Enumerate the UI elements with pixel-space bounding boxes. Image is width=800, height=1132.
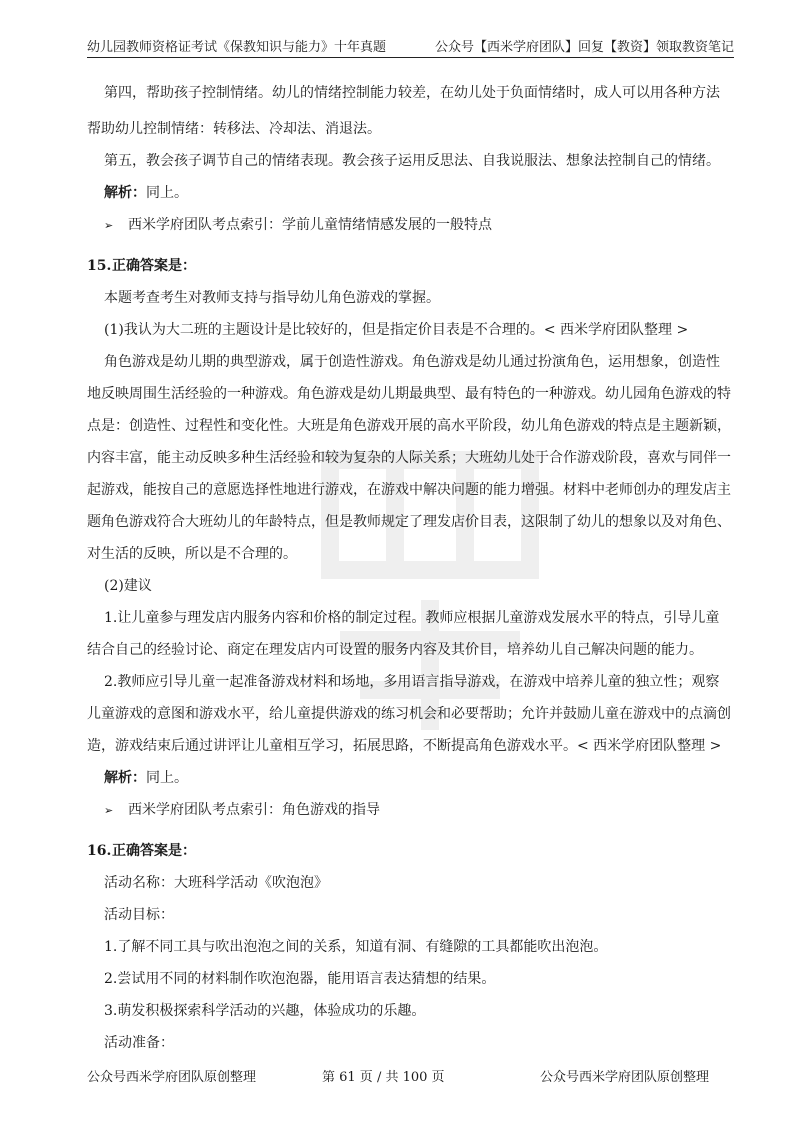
header-promo: 公众号【西米学府团队】回复【教资】领取教资笔记: [434, 40, 734, 55]
analysis-line: [104, 182, 188, 202]
paragraph-line: 第四，帮助孩子控制情绪。幼儿的情绪控制能力较差，在幼儿处于负面情绪时，成人可以用各种方法: [104, 85, 720, 101]
index-line: [104, 214, 492, 234]
index-line: [104, 799, 380, 819]
paragraph-line: 1.让儿童参与理发店内服务内容和价格的制定过程。教师应根据儿童游戏发展水平的特点，引导儿童: [104, 610, 720, 626]
paragraph-line: 结合自己的经验讨论、商定在理发店内可设置的服务内容及其价目，培养幼儿自己解决问题的能力。: [87, 642, 703, 658]
paragraph-line: 题角色游戏符合大班幼儿的年龄特点，但是教师规定了理发店价目表，这限制了幼儿的想象以及对角色、: [87, 514, 731, 530]
arrow-bullet-icon: ➢: [104, 804, 114, 817]
paragraph-line: 儿童游戏的意图和游戏水平，给儿童提供游戏的练习机会和必要帮助；允许并鼓励儿童在游戏中的点滴创: [87, 706, 731, 722]
paragraph-line: 对生活的反映，所以是不合理的。: [87, 546, 297, 562]
header-title: 幼儿园教师资格证考试《保教知识与能力》十年真题: [87, 40, 387, 55]
paragraph-line: 起游戏，能按自己的意愿选择性地进行游戏，在游戏中解决问题的能力增强。材料中老师创办的理发店主: [87, 482, 731, 498]
answer-label: 正确答案是：: [112, 843, 196, 859]
paragraph-line: 地反映周围生活经验的一种游戏。角色游戏是幼儿期最典型、最有特色的一种游戏。幼儿园角色游戏的特: [87, 386, 731, 402]
index-text: 西米学府团队考点索引：角色游戏的指导: [128, 802, 380, 818]
arrow-bullet-icon: ➢: [104, 219, 114, 232]
paragraph-line: 3.萌发积极探索科学活动的兴趣，体验成功的乐趣。: [104, 1003, 426, 1019]
paragraph-line: 造，游戏结束后通过讲评让儿童相互学习，拓展思路，不断提高角色游戏水平。< 西米学府团队整理 >: [87, 738, 722, 754]
paragraph-line: (1)我认为大二班的主题设计是比较好的，但是指定价目表是不合理的。< 西米学府团队整理 >: [104, 322, 689, 338]
paragraph-line: 活动准备：: [104, 1035, 174, 1051]
page-header: [87, 33, 734, 58]
index-text: 西米学府团队考点索引：学前儿童情绪情感发展的一般特点: [128, 217, 492, 233]
paragraph-line: (2)建议: [104, 578, 152, 594]
paragraph-line: 第五，教会孩子调节自己的情绪表现。教会孩子运用反思法、自我说服法、想象法控制自己的情绪。: [104, 153, 720, 169]
paragraph-line: 点是：创造性、过程性和变化性。大班是角色游戏开展的高水平阶段，幼儿角色游戏的特点是主题新颖，: [87, 418, 731, 434]
paragraph-line: 本题考查考生对教师支持与指导幼儿角色游戏的掌握。: [104, 290, 440, 306]
question-number: 15.: [87, 258, 112, 274]
paragraph-line: 2.教师应引导儿童一起准备游戏材料和场地，多用语言指导游戏，在游戏中培养儿童的独立性；观察: [104, 674, 720, 690]
analysis-line: [104, 767, 188, 787]
footer-left: 公众号西米学府团队原创整理: [87, 1070, 257, 1085]
analysis-label: 解析：: [104, 770, 146, 786]
analysis-label: 解析：: [104, 185, 146, 201]
page-number: 第 61 页 / 共 100 页: [322, 1070, 445, 1085]
analysis-text: 同上。: [146, 185, 188, 201]
question-heading: [87, 255, 196, 275]
footer-right: 公众号西米学府团队原创整理: [540, 1070, 710, 1085]
paragraph-line: 帮助幼儿控制情绪：转移法、冷却法、消退法。: [87, 121, 381, 137]
paragraph-line: 1.了解不同工具与吹出泡泡之间的关系，知道有洞、有缝隙的工具都能吹出泡泡。: [104, 939, 608, 955]
paragraph-line: 2.尝试用不同的材料制作吹泡泡器，能用语言表达猜想的结果。: [104, 971, 496, 987]
question-heading: [87, 840, 196, 860]
paragraph-line: 内容丰富，能主动反映多种生活经验和较为复杂的人际关系；大班幼儿处于合作游戏阶段，喜欢与同伴一: [87, 450, 731, 466]
paragraph-line: 活动名称：大班科学活动《吹泡泡》: [104, 875, 328, 891]
analysis-text: 同上。: [146, 770, 188, 786]
paragraph-line: 活动目标：: [104, 907, 174, 923]
question-number: 16.: [87, 843, 112, 859]
paragraph-line: 角色游戏是幼儿期的典型游戏，属于创造性游戏。角色游戏是幼儿通过扮演角色，运用想象，创造性: [104, 354, 720, 370]
answer-label: 正确答案是：: [112, 258, 196, 274]
